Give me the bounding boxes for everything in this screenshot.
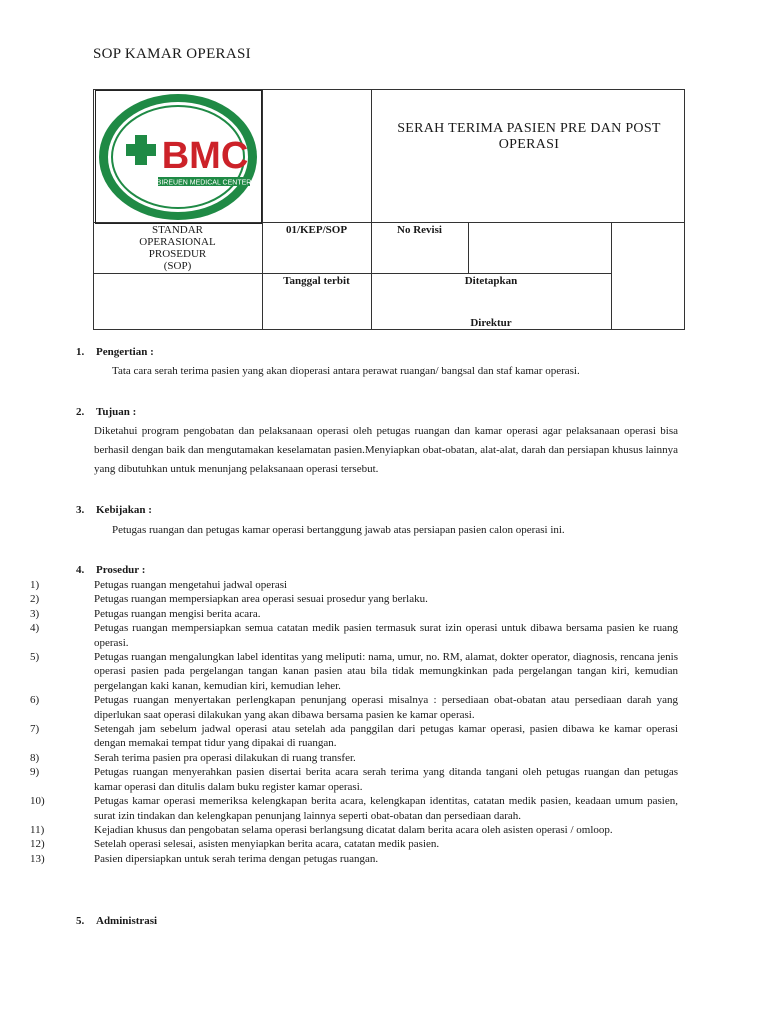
list-item-number: 12) [30,838,45,851]
tanggal-terbit-label: Tanggal terbit [283,275,350,287]
bmc-logo [95,90,262,224]
list-item [30,607,678,621]
list-item [30,592,678,606]
list-item [30,693,678,722]
list-item-text: Setelah operasi selesai, asisten menyiapkan berita acara, catatan medik pasien. [94,838,440,851]
ditetapkan-label: Ditetapkan [464,275,518,287]
list-item-text: Petugas ruangan mengalungkan label identitas yang meliputi: nama, umur, no. RM, alamat, dokter operator, diagnosis, rencana jenis operasi pasien pada pergelangan tangan kanan pasien atau bila tidak memungkinkan pada pergelangan tangan kiri, kemudian pergelangan kaki kanan, kemudian kiri, kemudian leher. [94,651,678,692]
list-item-number: 9) [30,766,40,779]
list-item-number: 5) [30,651,40,664]
list-item-text: Kejadian khusus dan pengobatan selama operasi berlangsung dicatat dalam berita acara oleh asisten operasi / omloop. [94,823,613,836]
list-item-number: 4) [30,622,40,635]
list-item-text: Petugas ruangan mempersiapkan area operasi sesuai prosedur yang berlaku. [94,593,428,606]
list-item-text: Petugas ruangan mempersiapkan semua catatan medik pasien termasuk surat izin operasi untuk dibawa bersama pasien ke ruang operasi. [94,622,678,649]
section-pengertian-heading: 1. Pengertian : [76,346,154,358]
document-title: SOP KAMAR OPERASI [93,46,251,62]
list-item [30,837,678,851]
standar-operasional-prosedur-label: STANDAR OPERASIONAL PROSEDUR (SOP) [139,224,216,272]
list-item [30,722,678,751]
list-item-number: 10) [30,795,45,808]
sop-title: SERAH TERIMA PASIEN PRE DAN POST OPERASI [397,121,661,152]
list-item-text: Petugas ruangan mengetahui jadwal operasi [94,579,288,591]
list-item-number: 8) [30,751,40,764]
list-item-number: 3) [30,607,40,620]
list-item [30,765,678,794]
list-item-number: 7) [30,723,40,736]
section-kebijakan-text: Petugas ruangan dan petugas kamar operasi bertanggung jawab atas persiapan pasien calon operasi ini. [112,524,565,536]
list-item-number: 11) [30,823,45,836]
list-item-number: 1) [30,579,40,591]
section-kebijakan-heading: 3. Kebijakan : [76,504,152,516]
list-item [30,621,678,650]
list-item-text: Serah terima pasien pra operasi dilakukan di ruang transfer. [94,751,356,764]
list-item [30,794,678,823]
list-item-number: 13) [30,852,45,865]
sop-header-table [93,89,685,330]
section-tujuan-text: Diketahui program pengobatan dan pelaksanaan operasi oleh petugas ruangan dan kamar operasi agar pelaksanaan operasi bisa berhasil dengan baik dan mengutamakan keselamatan pasien.Menyiapkan obat-obatan, alat-alat, darah dan persiapan khusus lainnya yang dibutuhkan untuk menunjang pelaksanaan operasi tersebut. [94,425,678,475]
list-item-text: Petugas ruangan mengisi berita acara. [94,607,261,620]
svg-text:BIREUEN MEDICAL CENTER: BIREUEN MEDICAL CENTER [156,179,252,187]
bmc-logo-graphic [96,91,261,223]
list-item-text: Setengah jam sebelum jadwal operasi atau setelah ada panggilan dari petugas kamar operasi, pasien dibawa ke kamar operasi dengan memakai tempat tidur yang dipakai di ruangan. [94,723,678,750]
list-item-text: Pasien dipersiapkan untuk serah terima dengan petugas ruangan. [94,852,379,865]
list-item-text: Petugas ruangan menyertakan perlengkapan penunjang operasi misalnya : persediaan obat-obatan atau persediaan darah yang diperlukan saat operasi dilakukan yang akan dibawa bersama pasien ke kamar operasi. [94,694,678,721]
list-item-number: 6) [30,694,40,707]
list-item [30,823,678,837]
list-item [30,650,678,693]
section-pengertian-text: Tata cara serah terima pasien yang akan dioperasi antara perawat ruangan/ bangsal dan staf kamar operasi. [112,365,580,377]
document-number: 01/KEP/SOP [285,224,348,236]
section-prosedur-heading: 4. Prosedur : [76,564,146,576]
list-item-text: Petugas kamar operasi memeriksa kelengkapan berita acara, kelengkapan identitas, catatan medik pasien, keadaan umum pasien, surat izin tindakan dan kelengkapan penunjang lainnya seperti obat-obatan dan persediaan darah. [94,795,678,822]
section-administrasi-heading: 5. Administrasi [76,915,158,927]
no-revisi-label: No Revisi [397,224,442,236]
section-tujuan-heading: 2. Tujuan : [76,406,137,418]
svg-text:BMC: BMC [161,135,249,177]
list-item [30,751,678,765]
prosedur-list [30,578,678,866]
list-item [30,852,678,866]
direktur-label: Direktur [470,317,512,329]
list-item [30,578,678,592]
list-item-text: Petugas ruangan menyerahkan pasien disertai berita acara serah terima yang ditanda tangani oleh petugas ruangan dan petugas kamar operasi dan ditulis dalam buku register kamar operasi. [94,766,678,793]
list-item-number: 2) [30,593,40,606]
